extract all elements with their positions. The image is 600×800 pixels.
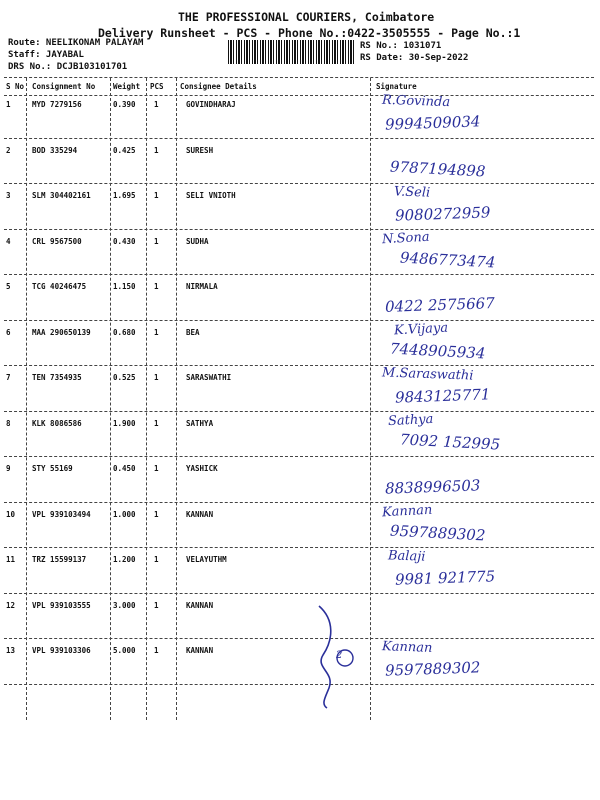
column-header-consignment: Consignment No — [32, 82, 96, 91]
row-consignee: GOVINDHARAJ — [186, 100, 236, 109]
row-weight: 0.680 — [113, 327, 136, 337]
signature-name: R.Govinda — [381, 92, 451, 111]
row-pcs: 1 — [154, 145, 159, 155]
column-divider — [26, 78, 27, 720]
row-divider — [4, 365, 594, 366]
row-consignee: YASHICK — [186, 464, 218, 473]
column-divider — [110, 78, 111, 720]
row-consignee: KANNAN — [186, 509, 214, 519]
bracket-scribble-icon — [305, 600, 385, 710]
column-header-consignee: Consignee Details — [180, 82, 257, 91]
row-weight: 0.450 — [113, 464, 136, 473]
bracket-mark-label: 2 — [336, 650, 343, 661]
row-consignee: SELI VNIOTH — [186, 191, 236, 200]
row-divider — [4, 274, 594, 275]
row-divider — [4, 320, 594, 321]
row-sno: 7 — [6, 373, 11, 382]
row-pcs: 1 — [154, 236, 159, 246]
row-pcs: 1 — [154, 600, 159, 610]
row-consignee: SARASWATHI — [186, 373, 232, 382]
row-consignment-number: TRZ 15599137 — [32, 555, 87, 564]
row-sno: 11 — [6, 555, 16, 564]
runsheet-subtitle: Delivery Runsheet - PCS - Phone No.:0422-3505555 - Page No.:1 — [98, 26, 521, 40]
row-divider — [4, 502, 594, 503]
row-consignee: SATHYA — [186, 418, 214, 428]
drs-number: DRS No.: DCJB103101701 — [8, 62, 128, 72]
row-divider — [4, 183, 594, 184]
signature-phone: 9486773474 — [399, 248, 496, 271]
signature-name: V.Seli — [393, 184, 431, 201]
row-pcs: 1 — [154, 191, 159, 200]
row-weight: 1.000 — [113, 509, 136, 519]
row-sno: 4 — [6, 236, 11, 246]
column-header-pcs: PCS — [150, 82, 164, 91]
row-pcs: 1 — [154, 646, 159, 655]
signature-phone: 9597889302 — [389, 521, 486, 544]
row-weight: 3.000 — [113, 600, 136, 610]
row-sno: 13 — [6, 646, 16, 655]
row-sno: 6 — [6, 327, 11, 337]
rs-number: RS No.: 1031071 — [360, 41, 442, 51]
row-pcs: 1 — [154, 282, 159, 291]
barcode-image — [228, 40, 354, 64]
signature-name: M.Saraswathi — [381, 365, 474, 384]
row-consignment-number: MYD 7279156 — [32, 100, 82, 109]
column-header-weight: Weight — [113, 82, 141, 91]
row-weight: 1.150 — [113, 282, 136, 291]
row-weight: 0.525 — [113, 373, 136, 382]
row-divider — [4, 456, 594, 457]
signature-phone: 8838996503 — [384, 476, 481, 498]
company-title: THE PROFESSIONAL COURIERS, Coimbatore — [178, 10, 435, 24]
signature-phone: 7092 152995 — [399, 429, 501, 454]
row-consignment-number: SLM 304402161 — [32, 191, 91, 200]
table-top-rule — [4, 77, 594, 78]
row-weight: 0.425 — [113, 145, 136, 155]
route-label: Route: NEELIKONAM PALAYAM — [8, 38, 144, 48]
row-sno: 2 — [6, 145, 11, 155]
column-divider — [146, 78, 147, 720]
row-divider — [4, 229, 594, 230]
row-weight: 0.390 — [113, 100, 136, 109]
row-consignee: KANNAN — [186, 646, 214, 655]
row-consignee: KANNAN — [186, 600, 214, 610]
row-pcs: 1 — [154, 509, 159, 519]
row-divider — [4, 638, 594, 639]
row-pcs: 1 — [154, 373, 159, 382]
row-weight: 0.430 — [113, 236, 136, 246]
row-sno: 12 — [6, 600, 16, 610]
row-weight: 1.900 — [113, 418, 136, 428]
column-header-sno: S No — [6, 82, 25, 91]
table-header-rule — [4, 95, 594, 96]
row-pcs: 1 — [154, 555, 159, 564]
signature-phone: 0422 2575667 — [384, 294, 496, 316]
row-consignment-number: MAA 290650139 — [32, 327, 91, 337]
row-pcs: 1 — [154, 464, 159, 473]
row-consignee: NIRMALA — [186, 282, 218, 291]
row-consignee: SUDHA — [186, 236, 209, 246]
row-consignment-number: STY 55169 — [32, 464, 73, 473]
row-consignee: VELAYUTHM — [186, 555, 227, 564]
row-sno: 8 — [6, 418, 11, 428]
row-weight: 1.200 — [113, 555, 136, 564]
row-sno: 3 — [6, 191, 11, 200]
signature-name: K.Vijaya — [393, 320, 449, 338]
row-consignment-number: VPL 939103306 — [32, 646, 91, 655]
signature-name: Sathya — [387, 411, 434, 429]
row-sno: 10 — [6, 509, 16, 519]
signature-phone: 9843125771 — [394, 385, 491, 407]
rs-date: RS Date: 30-Sep-2022 — [360, 53, 469, 63]
row-sno: 5 — [6, 282, 11, 291]
row-sno: 1 — [6, 100, 11, 109]
row-consignment-number: VPL 939103555 — [32, 600, 91, 610]
row-divider — [4, 684, 594, 685]
row-consignment-number: TCG 40246475 — [32, 282, 87, 291]
row-pcs: 1 — [154, 327, 159, 337]
row-consignment-number: VPL 939103494 — [32, 509, 91, 519]
row-consignment-number: CRL 9567500 — [32, 236, 82, 246]
row-consignee: BEA — [186, 327, 200, 337]
signature-name: Balaji — [387, 548, 426, 565]
staff-label: Staff: JAYABAL — [8, 50, 84, 60]
signature-name: N.Sona — [381, 229, 430, 247]
row-sno: 9 — [6, 464, 11, 473]
row-divider — [4, 593, 594, 594]
row-consignment-number: TEN 7354935 — [32, 373, 82, 382]
column-header-signature: Signature — [376, 82, 417, 91]
row-consignee: SURESH — [186, 145, 214, 155]
signature-phone: 9981 921775 — [394, 567, 496, 589]
column-divider — [176, 78, 177, 720]
signature-name: Kannan — [381, 502, 433, 520]
row-pcs: 1 — [154, 418, 159, 428]
signature-phone: 9787194898 — [389, 157, 486, 180]
row-consignment-number: KLK 8086586 — [32, 418, 82, 428]
row-weight: 1.695 — [113, 191, 136, 200]
signature-phone: 9994509034 — [384, 112, 481, 134]
row-weight: 5.000 — [113, 646, 136, 655]
row-divider — [4, 138, 594, 139]
signature-phone: 9597889302 — [384, 658, 481, 680]
row-consignment-number: BOD 335294 — [32, 145, 78, 155]
row-pcs: 1 — [154, 100, 159, 109]
signature-phone: 7448905934 — [389, 339, 486, 362]
signature-phone: 9080272959 — [394, 203, 491, 225]
row-divider — [4, 411, 594, 412]
signature-name: Kannan — [381, 639, 433, 656]
row-divider — [4, 547, 594, 548]
